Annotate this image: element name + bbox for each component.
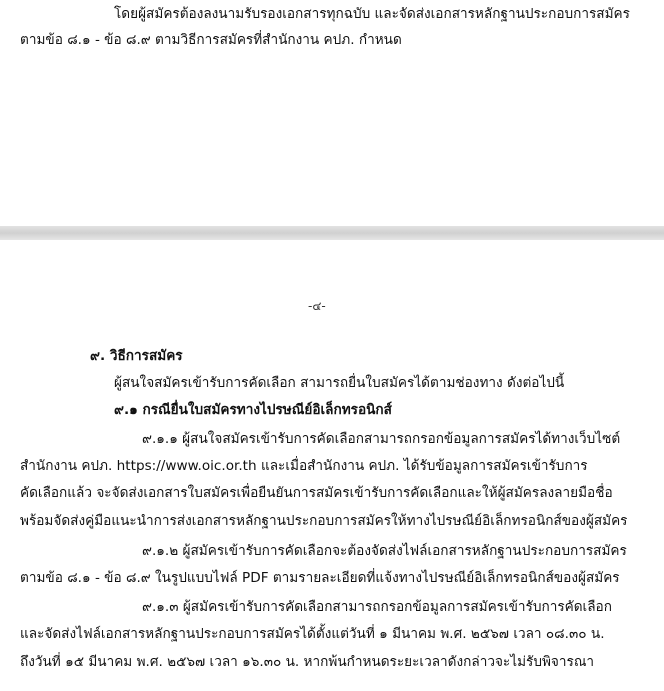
paragraph-line: คัดเลือกแล้ว จะจัดส่งเอกสารใบสมัครเพื่อยืนยันการสมัครเข้ารับการคัดเลือกและให้ผู้สมัครลงลายมือชื่อ xyxy=(20,485,613,501)
section-intro: ผู้สนใจสมัครเข้ารับการคัดเลือก สามารถยื่นใบสมัครได้ตามช่องทาง ดังต่อไปนี้ xyxy=(114,375,565,391)
paragraph-line: โดยผู้สมัครต้องลงนามรับรองเอกสารทุกฉบับ และจัดส่งเอกสารหลักฐานประกอบการสมัคร xyxy=(114,6,630,22)
paragraph-line: ถึงวันที่ ๑๕ มีนาคม พ.ศ. ๒๕๖๗ เวลา ๑๖.๓๐ น. หากพ้นกำหนดระยะเวลาดังกล่าวจะไม่รับพิจารณา xyxy=(20,654,595,670)
paragraph-line: ๙.๑.๑ ผู้สนใจสมัครเข้ารับการคัดเลือกสามารถกรอกข้อมูลการสมัครได้ทางเว็บไซต์ xyxy=(142,431,621,447)
page-separator xyxy=(0,226,664,240)
paragraph-line: พร้อมจัดส่งคู่มือแนะนำการส่งเอกสารหลักฐานประกอบการสมัครให้ทางไปรษณีย์อิเล็กทรอนิกส์ของผู้สมัคร xyxy=(20,513,628,529)
paragraph-line: ๙.๑.๓ ผู้สมัครเข้ารับการคัดเลือกสามารถกรอกข้อมูลการสมัครเข้ารับการคัดเลือก xyxy=(142,599,612,615)
paragraph-line: และจัดส่งไฟล์เอกสารหลักฐานประกอบการสมัครได้ตั้งแต่วันที่ ๑ มีนาคม พ.ศ. ๒๕๖๗ เวลา ๐๘.๓๐ น. xyxy=(20,626,605,642)
document-page-4 xyxy=(0,240,664,691)
paragraph-line: สำนักงาน คปภ. https://www.oic.or.th และเมื่อสำนักงาน คปภ. ได้รับข้อมูลการสมัครเข้ารับการ xyxy=(20,458,588,474)
document-page-3 xyxy=(0,0,664,226)
paragraph-line: ตามข้อ ๘.๑ - ข้อ ๘.๙ ตามวิธีการสมัครที่สำนักงาน คปภ. กำหนด xyxy=(20,32,402,48)
page-number: -๔- xyxy=(308,299,326,313)
paragraph-line: ๙.๑.๒ ผู้สมัครเข้ารับการคัดเลือกจะต้องจัดส่งไฟล์เอกสารหลักฐานประกอบการสมัคร xyxy=(142,543,627,559)
subsection-title: ๙.๑ กรณียื่นใบสมัครทางไปรษณีย์อิเล็กทรอนิกส์ xyxy=(114,402,392,418)
section-title: ๙. วิธีการสมัคร xyxy=(90,348,183,364)
paragraph-line: ตามข้อ ๘.๑ - ข้อ ๘.๙ ในรูปแบบไฟล์ PDF ตามรายละเอียดที่แจ้งทางไปรษณีย์อิเล็กทรอนิกส์ของผู้สมัคร xyxy=(20,570,620,586)
